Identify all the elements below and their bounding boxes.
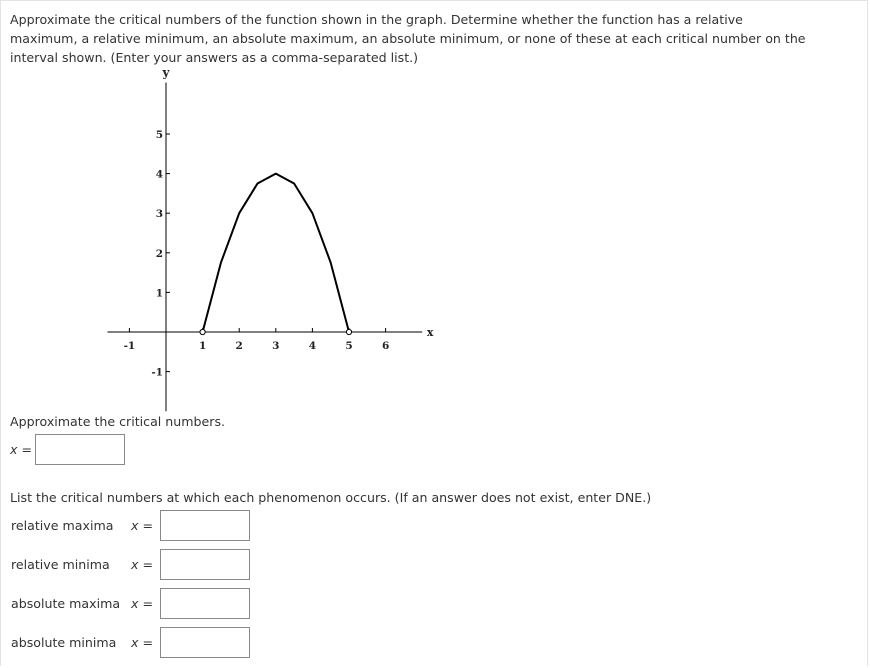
open-endpoint: [346, 329, 351, 334]
absolute-maxima-input[interactable]: [160, 588, 250, 619]
x-tick-label: 1: [198, 340, 207, 352]
y-tick-label: 1: [155, 287, 163, 300]
y-tick-label: 3: [155, 208, 163, 221]
x-tick-label: 5: [345, 340, 353, 352]
relative-minima-input[interactable]: [160, 549, 250, 580]
x-tick-label: 4: [308, 340, 317, 352]
y-tick-label: 2: [155, 247, 163, 260]
x-tick-label: 2: [235, 340, 243, 352]
relative-maxima-input[interactable]: [160, 510, 250, 541]
x-tick-label: -1: [123, 340, 136, 352]
critical-numbers-input[interactable]: [35, 434, 125, 465]
function-curve: [203, 174, 349, 332]
function-graph: [95, 65, 440, 415]
absolute-minima-input[interactable]: [160, 627, 250, 658]
x-tick-label: 6: [381, 340, 390, 352]
absolute-minima-label: absolute minima: [11, 635, 117, 650]
part1-prompt: Approximate the critical numbers.: [10, 414, 226, 429]
part2-prompt: List the critical numbers at which each phenomenon occurs. (If an answer does not exist, enter DNE.): [10, 490, 652, 505]
open-endpoint: [200, 329, 205, 334]
relative-maxima-label: relative maxima: [11, 518, 114, 533]
relative-maxima-x-label: x =: [131, 518, 154, 533]
absolute-maxima-x-label: x =: [131, 596, 154, 611]
y-tick-label: 4: [155, 168, 163, 181]
y-axis-label: y: [162, 65, 170, 80]
question-text: Approximate the critical numbers of the function shown in the graph. Determine whether the function has a relative maximum, a relative minimum, an absolute maximum, an absolute minimum, or none of these at each critical number on the interval shown. (Enter your answers as a comma-separated list.): [10, 12, 806, 65]
y-tick-label: -1: [151, 366, 163, 379]
absolute-minima-x-label: x =: [131, 635, 154, 650]
x-tick-label: 3: [272, 340, 280, 352]
y-tick-label: 5: [155, 129, 163, 141]
absolute-maxima-label: absolute maxima: [11, 596, 121, 611]
x-axis-label: x: [426, 326, 434, 339]
part1-x-label: x =: [10, 442, 33, 457]
relative-minima-label: relative minima: [11, 557, 110, 572]
relative-minima-x-label: x =: [131, 557, 154, 572]
